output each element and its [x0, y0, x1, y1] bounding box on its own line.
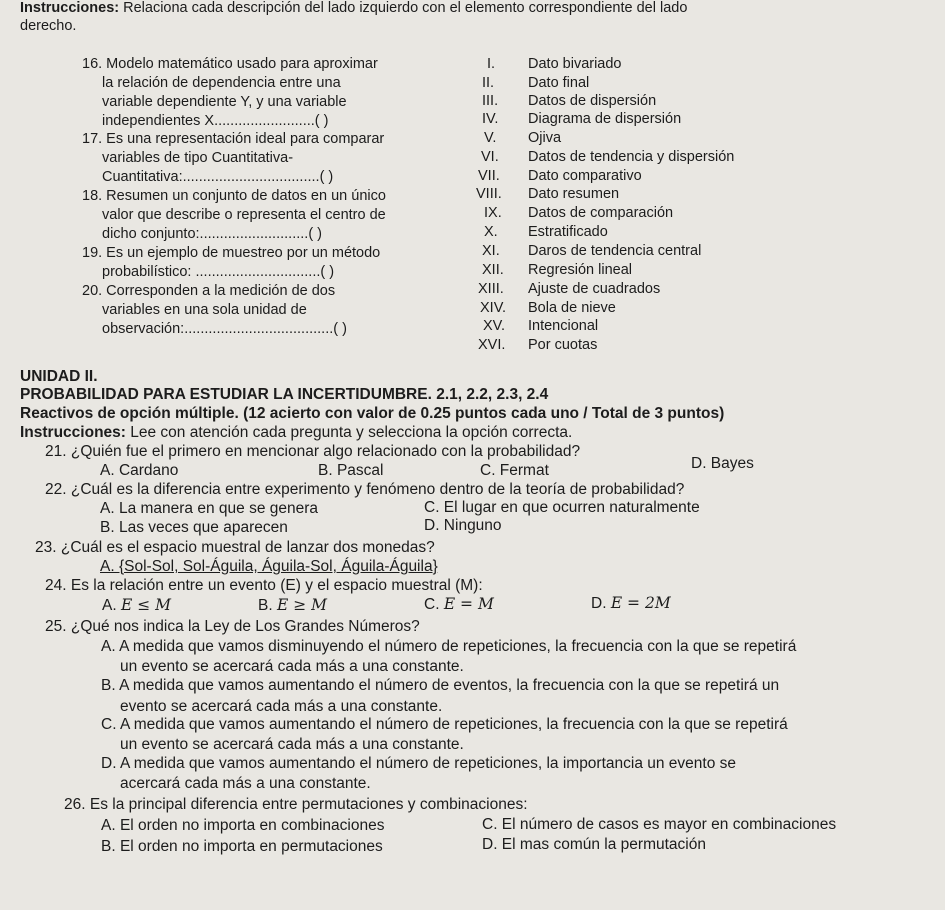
q21-option-b[interactable]: B. Pascal: [318, 462, 384, 479]
q25-option-d-line-1[interactable]: D. A medida que vamos aumentando el número de repeticiones, la importancia un evento se: [101, 755, 737, 772]
q24-a-label: A.: [102, 597, 117, 614]
unit-instructions-text: Lee con atención cada pregunta y selecciona la opción correcta.: [125, 424, 573, 441]
option-2-text: Dato final: [528, 75, 590, 91]
instructions-label: Instrucciones:: [20, 0, 120, 16]
option-2-num: II.: [482, 75, 495, 91]
q22-option-b[interactable]: B. Las veces que aparecen: [100, 519, 288, 536]
option-7-text: Dato comparativo: [528, 168, 642, 184]
item-18-line-3[interactable]: dicho conjunto:...........................( ): [102, 226, 322, 242]
q22-option-c[interactable]: C. El lugar en que ocurren naturalmente: [424, 499, 700, 516]
item-19-line-2[interactable]: probabilístico: ...............................( ): [102, 264, 335, 280]
option-6-text: Datos de tendencia y dispersión: [528, 149, 735, 165]
item-17-line-3[interactable]: Cuantitativa:..................................( ): [102, 169, 334, 185]
q25-option-a-line-1[interactable]: A. A medida que vamos disminuyendo el número de repeticiones, la frecuencia con la que se repetirá: [101, 638, 797, 655]
q25-option-b-line-2: evento se acercará cada más a una constante.: [120, 698, 443, 715]
option-8-num: VIII.: [476, 186, 502, 202]
option-15-num: XV.: [483, 318, 506, 334]
q24-d-math: E = 2M: [610, 594, 671, 612]
item-16-line-3: variable dependiente Y, y una variable: [102, 94, 347, 110]
q24-b-math: E ≥ M: [276, 596, 327, 614]
item-20-line-2: variables en una sola unidad de: [102, 302, 307, 318]
unit-instructions-label: Instrucciones:: [20, 424, 126, 441]
option-15-text: Intencional: [528, 318, 599, 334]
q24-c-label: C.: [424, 596, 440, 613]
reactivos-note: Reactivos de opción múltiple. (12 acierto con valor de 0.25 puntos cada uno / Total de 3 puntos): [20, 405, 725, 422]
option-6-num: VI.: [481, 149, 499, 165]
q21-question: 21. ¿Quién fue el primero en mencionar algo relacionado con la probabilidad?: [45, 443, 581, 460]
item-17-line-1: 17. Es una representación ideal para comparar: [82, 131, 385, 147]
q26-option-b[interactable]: B. El orden no importa en permutaciones: [101, 838, 383, 855]
option-8-text: Dato resumen: [528, 186, 620, 202]
option-11-text: Daros de tendencia central: [528, 243, 702, 259]
item-20-line-3[interactable]: observación:.....................................( ): [102, 321, 347, 337]
option-14-num: XIV.: [480, 300, 507, 316]
option-10-num: X.: [484, 224, 498, 240]
q24-question: 24. Es la relación entre un evento (E) y el espacio muestral (M):: [45, 577, 483, 594]
option-16-text: Por cuotas: [528, 337, 598, 353]
q24-a-math: E ≤ M: [120, 596, 171, 614]
option-12-num: XII.: [482, 262, 504, 278]
q22-option-d[interactable]: D. Ninguno: [424, 517, 502, 534]
q24-b-label: B.: [258, 597, 273, 614]
option-9-num: IX.: [484, 205, 502, 221]
q25-option-a-line-2: un evento se acercará cada más a una constante.: [120, 658, 464, 675]
option-1-num: I.: [487, 56, 496, 72]
item-20-line-1: 20. Corresponden a la medición de dos: [82, 283, 336, 299]
q23-option-a[interactable]: A. {Sol-Sol, Sol-Águila, Águila-Sol, Águila-Águila}: [100, 558, 438, 575]
q25-option-c-line-1[interactable]: C. A medida que vamos aumentando el número de repeticiones, la frecuencia con la que se repetirá: [101, 716, 788, 733]
q22-option-a[interactable]: A. La manera en que se genera: [100, 500, 319, 517]
item-18-line-2: valor que describe o representa el centro de: [102, 207, 386, 223]
q24-option-d[interactable]: [591, 595, 671, 612]
q24-option-c[interactable]: [424, 596, 494, 613]
q25-option-d-line-2: acercará cada más a una constante.: [120, 775, 371, 792]
option-5-num: V.: [484, 130, 497, 146]
q21-option-a[interactable]: A. Cardano: [100, 462, 179, 479]
q25-option-c-line-2: un evento se acercará cada más a una constante.: [120, 736, 464, 753]
q23-question: 23. ¿Cuál es el espacio muestral de lanzar dos monedas?: [35, 539, 435, 556]
option-9-text: Datos de comparación: [528, 205, 674, 221]
item-19-line-1: 19. Es un ejemplo de muestreo por un método: [82, 245, 381, 261]
q21-option-d[interactable]: D. Bayes: [691, 455, 754, 472]
q25-question: 25. ¿Qué nos indica la Ley de Los Grandes Números?: [45, 618, 420, 635]
q26-question: 26. Es la principal diferencia entre permutaciones y combinaciones:: [64, 796, 528, 813]
instructions-line-2: derecho.: [20, 18, 77, 34]
unit-subtitle: PROBABILIDAD PARA ESTUDIAR LA INCERTIDUMBRE. 2.1, 2.2, 2.3, 2.4: [20, 386, 549, 403]
option-12-text: Regresión lineal: [528, 262, 632, 278]
item-17-line-2: variables de tipo Cuantitativa-: [102, 150, 294, 166]
item-16-line-2: la relación de dependencia entre una: [102, 75, 341, 91]
option-4-num: IV.: [482, 111, 499, 127]
option-1-text: Dato bivariado: [528, 56, 622, 72]
option-14-text: Bola de nieve: [528, 300, 616, 316]
instructions-line-1: [20, 0, 687, 17]
option-13-text: Ajuste de cuadrados: [528, 281, 661, 297]
instructions-text: Relaciona cada descripción del lado izquierdo con el elemento correspondiente del lado: [119, 0, 688, 16]
option-7-num: VII.: [478, 168, 500, 184]
option-13-num: XIII.: [478, 281, 504, 297]
option-3-num: III.: [482, 93, 499, 109]
option-10-text: Estratificado: [528, 224, 608, 240]
unit-instructions: [20, 424, 572, 441]
q26-option-c[interactable]: C. El número de casos es mayor en combinaciones: [482, 816, 837, 833]
option-3-text: Datos de dispersión: [528, 93, 657, 109]
option-16-num: XVI.: [478, 337, 506, 353]
q22-question: 22. ¿Cuál es la diferencia entre experimento y fenómeno dentro de la teoría de probabilidad?: [45, 481, 685, 498]
option-11-num: XI.: [482, 243, 500, 259]
q24-option-b[interactable]: [258, 597, 327, 614]
q26-option-d[interactable]: D. El mas común la permutación: [482, 836, 706, 853]
q24-c-math: E = M: [443, 595, 494, 613]
item-16-line-4[interactable]: independientes X.........................( ): [102, 113, 329, 129]
q26-option-a[interactable]: A. El orden no importa en combinaciones: [101, 817, 385, 834]
option-4-text: Diagrama de dispersión: [528, 111, 682, 127]
q21-option-c[interactable]: C. Fermat: [480, 462, 549, 479]
option-5-text: Ojiva: [528, 130, 562, 146]
unit-title: UNIDAD II.: [20, 368, 98, 385]
q25-option-b-line-1[interactable]: B. A medida que vamos aumentando el número de eventos, la frecuencia con la que se repetirá un: [101, 677, 780, 694]
q24-option-a[interactable]: [102, 597, 171, 614]
q24-d-label: D.: [591, 595, 607, 612]
item-16-line-1: 16. Modelo matemático usado para aproximar: [82, 56, 378, 72]
item-18-line-1: 18. Resumen un conjunto de datos en un único: [82, 188, 386, 204]
